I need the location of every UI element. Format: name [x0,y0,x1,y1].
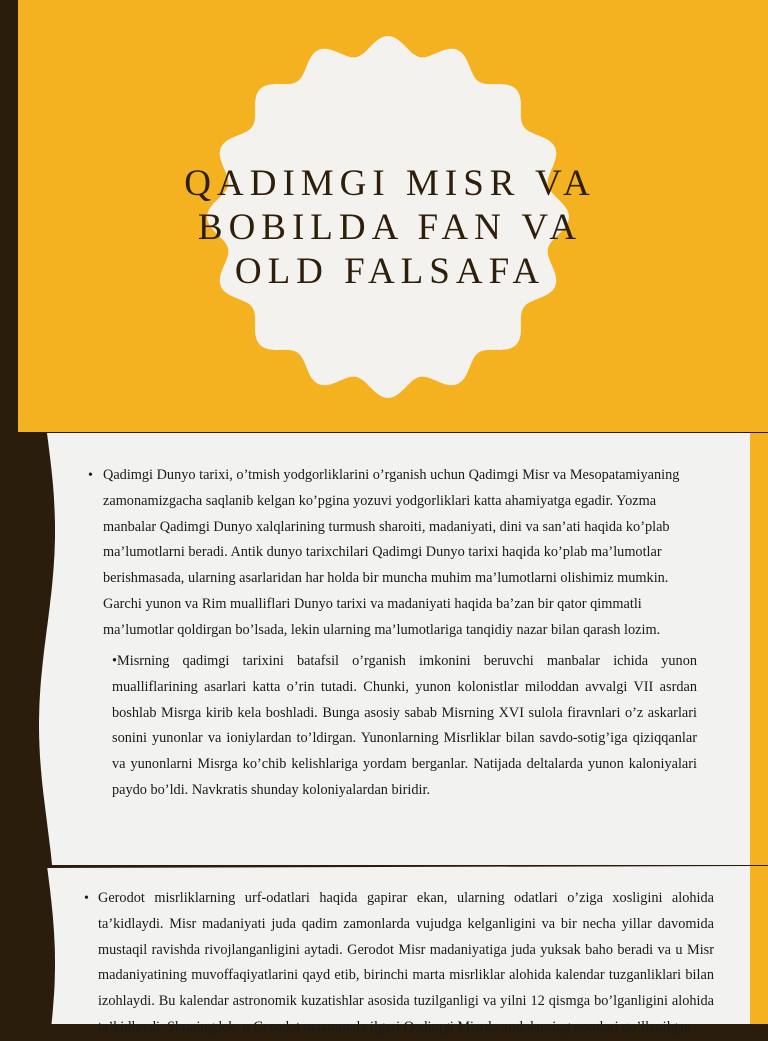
right-accent-strip [750,866,768,1024]
title-line-1: QADIMGI MISR VA [184,163,596,204]
bullet-marker: • [88,468,93,483]
paragraph-1: Qadimgi Dunyo tarixi, o’tmish yodgorliklarini o’rganish uchun Qadimgi Misr va Mesopatamiyaning zamonamizgacha saqlanib kelgan ko’pgina yozuvi yodgorliklari katta ahamiyatga egadir. Yozma manbalar Qadimgi Dunyo xalqlarining turmush sharoiti, madaniyati, dini va san’ati haqida ko’plab ma’lumotlarni beradi. Antik dunyo tarixchilari Qadimgi Dunyo tarixi haqida ko’plab ma’lumotlar berishmasada, ularning asarlaridan har holda bir muncha muhim ma’lumotlarni olishimiz mumkin. Garchi yunon va Rim mualliflari Dunyo tarixi va madaniyati haqida ba’zan bir qator qimmatli ma’lumotlar qoldirgan bo’lsada, lekin ularning ma’lumotlariga tanqidiy nazar bilan qarash lozim. [103,467,680,638]
title-slide [0,0,768,432]
paragraph-3: Gerodot misrliklarning urf-odatlari haqida gapirar ekan, ularning odatlari o’ziga xosligini alohida ta’kidlaydi. Misr madaniyati juda qadim zamonlarda vujudga kelganligini va bir necha yillar davomida mustaqil ravishda rivojlanganligini aytadi. Gerodot Misr madaniyatiga juda yuksak baho beradi va u Misr madaniyatining muvoffaqiyatlarini qayd etib, birinchi marta misrliklar alohida kalendar tuzganliklari bilan izohlaydi. Bu kalendar astronomik kuzatishlar asosida tuzilganligi va yilni 12 qismga bo’lganligini alohida ta’kidlaydi. Shuningdek, u Gerodot mazmunda ilgari Qadimgi Misrda xudolarning nomlari qo’llanilgan [98,890,714,1035]
content-slide-1 [0,433,768,865]
title-line-3: OLD FALSAFA [234,251,546,292]
paragraph-2: •Misrning qadimgi tarixini batafsil o’rganish imkonini beruvchi manbalar ichida yunon mualliflarining asarlari katta o’rin tutadi. Chunki, yunon kolonistlar miloddan avvalgi VII asrdan boshlab Misrga kirib kela boshladi. Bunga asosiy sabab Misrning XVI sulola firavnlari o’z askarlari sonini yunonlar va ioniylardan to’ldirgan. Yunonlarning Misrliklar bilan savdo-sotig’iga qiziqqanlar va yunonlarni Misrga ko’chib kelishlariga yordam berganlar. Natijada deltalarda yunon kaloniyalari paydo bo’ldi. Navkratis shunday koloniyalardan biridir. [112,653,697,798]
content-slide-2 [0,866,768,1035]
right-accent-strip [750,433,768,865]
title-line-2: BOBILDA FAN VA [197,207,583,248]
bullet-marker: • [84,891,89,906]
slide-title [120,162,660,294]
